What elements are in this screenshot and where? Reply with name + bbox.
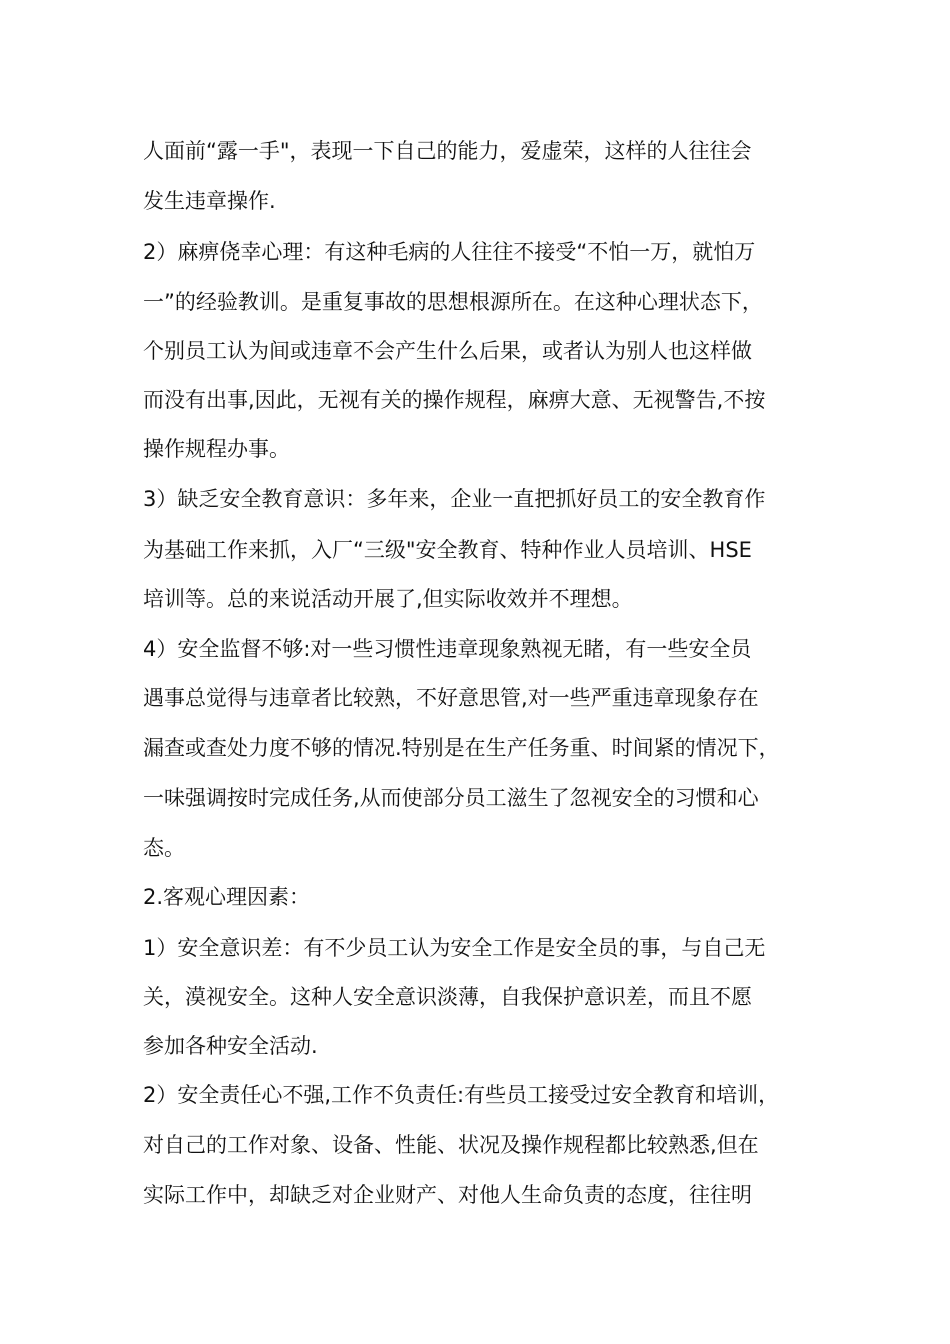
text-line: 对自己的工作对象、设备、性能、状况及操作规程都比较熟悉,但在 [143, 1133, 759, 1157]
text-line: 培训等。总的来说活动开展了,但实际收效并不理想。 [143, 587, 633, 611]
section-heading: 2.客观心理因素： [143, 885, 311, 909]
text-line: 操作规程办事。 [143, 437, 290, 461]
text-line: 个别员工认为间或违章不会产生什么后果，或者认为别人也这样做 [143, 339, 752, 363]
text-line: 发生违章操作. [143, 189, 276, 213]
text-line: 人面前“露一手"，表现一下自己的能力，爱虚荣，这样的人往往会 [143, 139, 752, 163]
text-line: 4）安全监督不够:对一些习惯性违章现象熟视无睹，有一些安全员 [143, 637, 752, 661]
text-line: 为基础工作来抓，入厂“三级"安全教育、特种作业人员培训、HSE [143, 538, 752, 562]
text-line: 2）安全责任心不强,工作不负责任:有些员工接受过安全教育和培训， [143, 1083, 780, 1107]
text-line: 遇事总觉得与违章者比较熟，不好意思管,对一些严重违章现象存在 [143, 686, 759, 710]
text-line: 1）安全意识差：有不少员工认为安全工作是安全员的事，与自己无 [143, 936, 766, 960]
text-line: 态。 [143, 836, 185, 860]
text-line: 关，漠视安全。这种人安全意识淡薄，自我保护意识差，而且不愿 [143, 985, 752, 1009]
text-line: 漏查或查处力度不够的情况.特别是在生产任务重、时间紧的情况下， [143, 736, 780, 760]
text-line: 3）缺乏安全教育意识：多年来，企业一直把抓好员工的安全教育作 [143, 487, 766, 511]
text-line: 而没有出事,因此，无视有关的操作规程，麻痹大意、无视警告,不按 [143, 388, 766, 412]
text-line: 一味强调按时完成任务,从而使部分员工滋生了忽视安全的习惯和心 [143, 786, 759, 810]
text-line: 2）麻痹侥幸心理：有这种毛病的人往往不接受“不怕一万，就怕万 [143, 240, 756, 264]
text-line: 实际工作中，却缺乏对企业财产、对他人生命负责的态度，往往明 [143, 1183, 752, 1207]
text-line: 一”的经验教训。是重复事故的思想根源所在。在这种心理状态下， [143, 290, 763, 314]
text-line: 参加各种安全活动. [143, 1034, 318, 1058]
